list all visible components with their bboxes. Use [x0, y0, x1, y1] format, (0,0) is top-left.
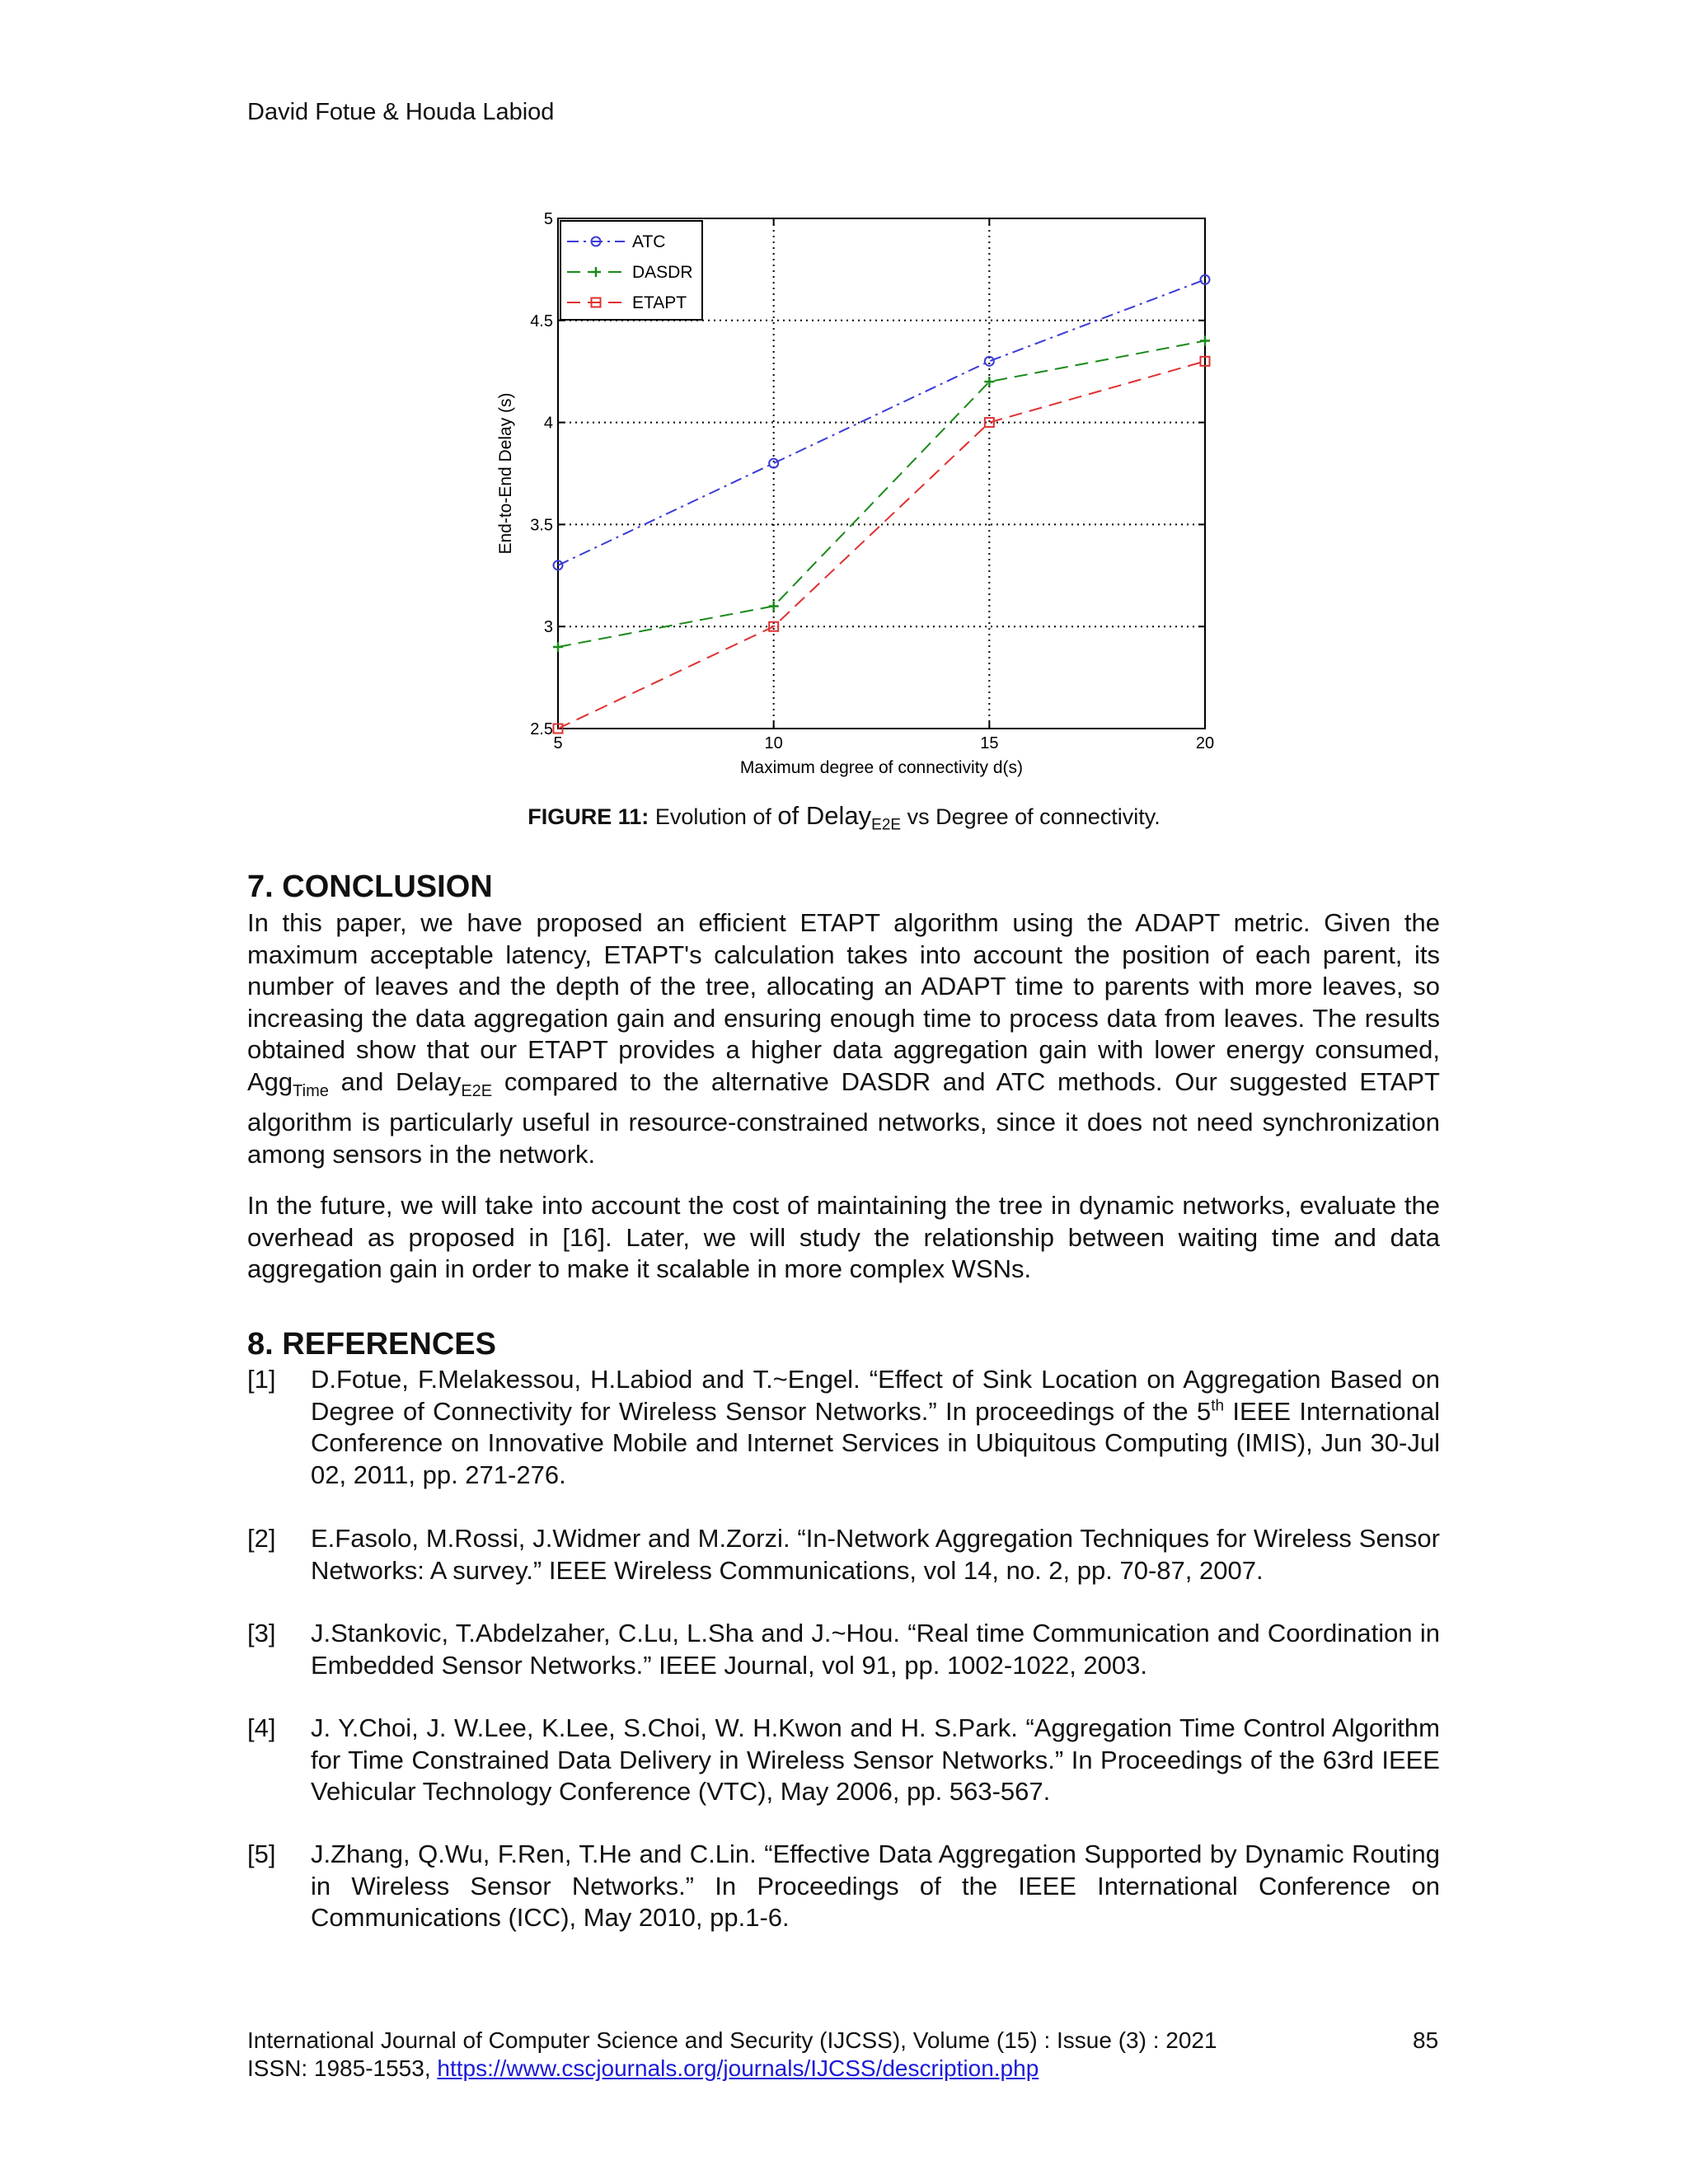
legend-label-atc: ATC	[632, 232, 666, 251]
y-tick-label: 5	[543, 210, 553, 228]
reference-text: J.Zhang, Q.Wu, F.Ren, T.He and C.Lin. “Effective Data Aggregation Supported by Dynamic Routing in Wireless Sensor Networks.” In Proceedings of the IEEE International Conference on Communications (ICC), May 2010, pp.1-6.	[311, 1840, 1440, 1932]
y-tick-label: 3.5	[530, 516, 553, 535]
x-tick-label: 20	[1195, 734, 1215, 752]
y-tick-label: 4	[543, 414, 553, 433]
figure-caption	[0, 801, 1688, 834]
caption-subscript: E2E	[871, 816, 902, 834]
reference-number: [4]	[247, 1713, 276, 1742]
reference-text: IEEE International Conference on Innovative Mobile and Internet Services in Ubiquitous Computing (IMIS), Jun 30-Jul 02, 2011, pp. 271-276.	[311, 1396, 1441, 1489]
reference-number: [1]	[247, 1365, 276, 1394]
page-number: 85	[1413, 2027, 1439, 2053]
legend-label-dasdr: DASDR	[632, 263, 693, 282]
y-tick-label: 4.5	[530, 312, 553, 330]
issn-text: ISSN: 1985-1553,	[247, 2055, 438, 2081]
reference-5	[247, 1839, 1440, 1934]
reference-3	[247, 1618, 1440, 1681]
subscript: E2E	[461, 1081, 493, 1100]
reference-text: E.Fasolo, M.Rossi, J.Widmer and M.Zorzi. “In-Network Aggregation Techniques for Wireless Sensor Networks: A survey.” IEEE Wireless Communications, vol 14, no. 2, pp. 70-87, 2007.	[311, 1524, 1440, 1585]
x-axis-label: Maximum degree of connectivity d(s)	[739, 758, 1024, 777]
references-heading: 8. REFERENCES	[247, 1327, 496, 1361]
superscript: th	[1211, 1397, 1225, 1415]
caption-text-end: vs Degree of connectivity.	[901, 804, 1160, 829]
caption-text-large: of Delay	[777, 801, 872, 830]
footer-journal: International Journal of Computer Science and Security (IJCSS), Volume (15) : Issue (3) : 2021	[247, 2027, 1217, 2053]
reference-number: [2]	[247, 1524, 276, 1553]
x-tick-label: 10	[764, 734, 783, 752]
journal-link[interactable]: https://www.cscjournals.org/journals/IJCSS/description.php	[437, 2055, 1039, 2081]
y-axis-label: End-to-End Delay (s)	[496, 392, 515, 555]
conclusion-heading: 7. CONCLUSION	[247, 869, 493, 904]
figure-label: FIGURE 11:	[528, 804, 649, 829]
reference-number: [3]	[247, 1619, 276, 1647]
y-tick-label: 2.5	[530, 720, 553, 738]
paragraph-text: compared to the alternative DASDR and ATC methods. Our suggested ETAPT algorithm is particularly useful in resource-constrained networks, since it does not need synchronization among sensors in the network.	[247, 1066, 1440, 1169]
caption-text: Evolution of	[654, 804, 778, 829]
x-tick-label: 5	[553, 734, 563, 752]
reference-text: J. Y.Choi, J. W.Lee, K.Lee, S.Choi, W. H.Kwon and H. S.Park. “Aggregation Time Control Algorithm for Time Constrained Data Delivery in Wireless Sensor Networks.” In Proceedings of the 63rd IEEE Vehicular Technology Conference (VTC), May 2006, pp. 563-567.	[311, 1713, 1440, 1806]
reference-2	[247, 1523, 1440, 1586]
reference-number: [5]	[247, 1840, 276, 1868]
reference-1	[247, 1364, 1440, 1491]
paragraph-text: In this paper, we have proposed an efficient ETAPT algorithm using the ADAPT metric. Given the maximum acceptable latency, ETAPT's calculation takes into account the position of each parent, its number of leaves and the depth of the tree, allocating an ADAPT time to parents with more leaves, so increasing the data aggregation gain and ensuring enough time to process data from leaves. The results obtained show that our ETAPT provides a higher data aggregation gain with lower energy consumed, Agg	[247, 908, 1440, 1096]
paragraph-text: and Delay	[328, 1066, 462, 1096]
footer-issn	[247, 2055, 1039, 2082]
reference-text: J.Stankovic, T.Abdelzaher, C.Lu, L.Sha and J.~Hou. “Real time Communication and Coordination in Embedded Sensor Networks.” IEEE Journal, vol 91, pp. 1002-1022, 2003.	[311, 1619, 1440, 1680]
x-tick-label: 15	[980, 734, 999, 752]
conclusion-paragraph-1	[247, 907, 1440, 1170]
delay-line-chart	[486, 206, 1228, 783]
y-tick-label: 3	[543, 618, 553, 637]
running-header: David Fotue & Houda Labiod	[247, 99, 555, 125]
reference-4	[247, 1713, 1440, 1808]
reference-text: D.Fotue, F.Melakessou, H.Labiod and T.~Engel. “Effect of Sink Location on Aggregation Based on Degree of Connectivity for Wireless Sensor Networks.” In proceedings of the 5	[311, 1365, 1440, 1426]
subscript: Time	[293, 1081, 329, 1100]
legend-label-etapt: ETAPT	[632, 293, 687, 312]
conclusion-paragraph-2: In the future, we will take into account the cost of maintaining the tree in dynamic networks, evaluate the overhead as proposed in [16]. Later, we will study the relationship between waiting time and data aggregation gain in order to make it scalable in more complex WSNs.	[247, 1191, 1440, 1283]
